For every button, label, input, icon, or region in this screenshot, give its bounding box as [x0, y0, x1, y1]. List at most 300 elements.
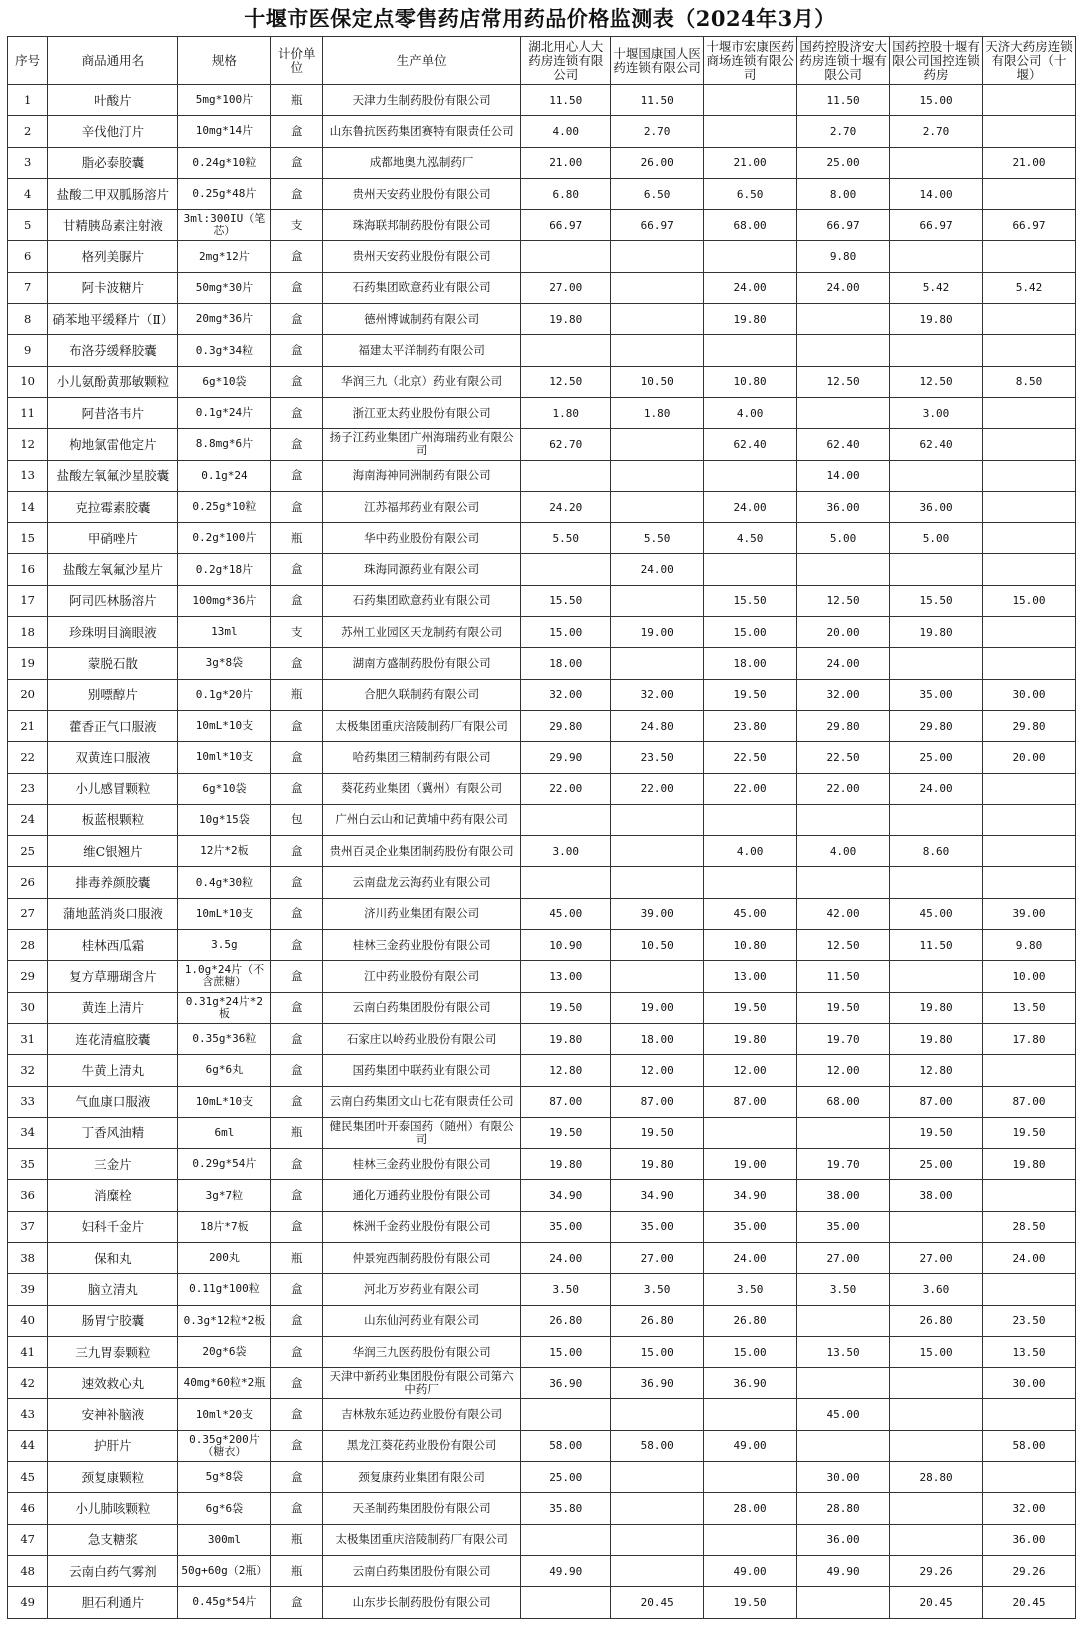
cell-price-store-6: 29.80	[983, 710, 1076, 741]
cell-drug-name: 维C银翘片	[48, 836, 178, 867]
cell-price-store-5: 19.80	[890, 992, 983, 1023]
cell-price-store-2: 10.50	[611, 366, 704, 397]
cell-manufacturer: 海南海神同洲制药有限公司	[323, 460, 521, 491]
table-row	[8, 836, 1076, 867]
cell-price-store-5: 36.00	[890, 491, 983, 522]
cell-spec: 0.35g*200片（糖衣）	[178, 1430, 271, 1461]
table-row	[8, 1587, 1076, 1618]
cell-price-store-1: 49.90	[521, 1555, 611, 1586]
cell-spec: 0.31g*24片*2板	[178, 992, 271, 1023]
cell-price-store-5: 25.00	[890, 1149, 983, 1180]
cell-price-store-3	[704, 1117, 797, 1148]
cell-price-store-4: 12.50	[797, 366, 890, 397]
cell-price-store-5	[890, 1430, 983, 1461]
cell-price-store-1: 35.80	[521, 1493, 611, 1524]
cell-price-store-6: 39.00	[983, 898, 1076, 929]
cell-price-store-6	[983, 429, 1076, 460]
cell-spec: 8.8mg*6片	[178, 429, 271, 460]
cell-unit: 盒	[271, 961, 323, 992]
cell-price-store-6: 10.00	[983, 961, 1076, 992]
cell-price-store-2: 2.70	[611, 116, 704, 147]
cell-index: 43	[8, 1399, 48, 1430]
cell-price-store-6	[983, 648, 1076, 679]
cell-price-store-1: 34.90	[521, 1180, 611, 1211]
cell-price-store-6	[983, 304, 1076, 335]
table-row	[8, 992, 1076, 1023]
table-row	[8, 1086, 1076, 1117]
cell-unit: 盒	[271, 1305, 323, 1336]
cell-price-store-1: 32.00	[521, 679, 611, 710]
cell-unit: 盒	[271, 1399, 323, 1430]
cell-manufacturer: 贵州天安药业股份有限公司	[323, 241, 521, 272]
cell-manufacturer: 江苏福邦药业有限公司	[323, 491, 521, 522]
cell-manufacturer: 珠海联邦制药股份有限公司	[323, 210, 521, 241]
cell-price-store-2: 34.90	[611, 1180, 704, 1211]
table-row	[8, 1305, 1076, 1336]
cell-drug-name: 硝苯地平缓释片（Ⅱ）	[48, 304, 178, 335]
cell-index: 37	[8, 1211, 48, 1242]
cell-price-store-6: 32.00	[983, 1493, 1076, 1524]
cell-drug-name: 脂必泰胶囊	[48, 147, 178, 178]
cell-drug-name: 珍珠明目滴眼液	[48, 617, 178, 648]
cell-index: 23	[8, 773, 48, 804]
cell-spec: 18片*7板	[178, 1211, 271, 1242]
cell-manufacturer: 云南白药集团股份有限公司	[323, 992, 521, 1023]
header-store-6: 天济大药房连锁有限公司（十堰）	[983, 37, 1076, 85]
cell-unit: 支	[271, 210, 323, 241]
header-unit: 计价单位	[271, 37, 323, 85]
header-store-4: 国药控股济安大药房连锁十堰有限公司	[797, 37, 890, 85]
cell-price-store-2: 18.00	[611, 1023, 704, 1054]
cell-price-store-1: 22.00	[521, 773, 611, 804]
cell-price-store-3: 19.80	[704, 304, 797, 335]
cell-price-store-4: 68.00	[797, 1086, 890, 1117]
cell-spec: 3g*7粒	[178, 1180, 271, 1211]
cell-drug-name: 云南白药气雾剂	[48, 1555, 178, 1586]
cell-price-store-4: 11.50	[797, 961, 890, 992]
cell-spec: 300ml	[178, 1524, 271, 1555]
cell-drug-name: 护肝片	[48, 1430, 178, 1461]
cell-drug-name: 克拉霉素胶囊	[48, 491, 178, 522]
cell-drug-name: 叶酸片	[48, 85, 178, 116]
cell-price-store-3: 22.50	[704, 742, 797, 773]
cell-unit: 盒	[271, 460, 323, 491]
cell-price-store-2: 66.97	[611, 210, 704, 241]
cell-price-store-3: 4.00	[704, 397, 797, 428]
cell-price-store-3: 49.00	[704, 1430, 797, 1461]
cell-unit: 盒	[271, 272, 323, 303]
table-row	[8, 1336, 1076, 1367]
cell-price-store-2	[611, 1462, 704, 1493]
cell-price-store-3: 45.00	[704, 898, 797, 929]
cell-manufacturer: 华中药业股份有限公司	[323, 523, 521, 554]
cell-price-store-4: 3.50	[797, 1274, 890, 1305]
cell-unit: 包	[271, 804, 323, 835]
cell-price-store-5: 15.50	[890, 585, 983, 616]
cell-price-store-5: 29.80	[890, 710, 983, 741]
cell-price-store-1: 3.00	[521, 836, 611, 867]
cell-price-store-2	[611, 804, 704, 835]
cell-manufacturer: 通化万通药业股份有限公司	[323, 1180, 521, 1211]
cell-drug-name: 阿昔洛韦片	[48, 397, 178, 428]
cell-price-store-6: 23.50	[983, 1305, 1076, 1336]
cell-price-store-5: 62.40	[890, 429, 983, 460]
cell-spec: 0.4g*30粒	[178, 867, 271, 898]
cell-price-store-4: 9.80	[797, 241, 890, 272]
cell-price-store-6: 30.00	[983, 679, 1076, 710]
cell-price-store-3: 19.50	[704, 679, 797, 710]
cell-index: 1	[8, 85, 48, 116]
cell-price-store-3	[704, 460, 797, 491]
table-header-row	[8, 37, 1076, 85]
table-row	[8, 1368, 1076, 1399]
table-row	[8, 1399, 1076, 1430]
cell-drug-name: 藿香正气口服液	[48, 710, 178, 741]
cell-price-store-6	[983, 804, 1076, 835]
cell-drug-name: 甘精胰岛素注射液	[48, 210, 178, 241]
cell-drug-name: 双黄连口服液	[48, 742, 178, 773]
cell-unit: 盒	[271, 1149, 323, 1180]
table-row	[8, 554, 1076, 585]
cell-index: 13	[8, 460, 48, 491]
cell-index: 39	[8, 1274, 48, 1305]
cell-unit: 盒	[271, 1336, 323, 1367]
cell-price-store-1: 21.00	[521, 147, 611, 178]
cell-drug-name: 蒙脱石散	[48, 648, 178, 679]
cell-manufacturer: 华润三九医药股份有限公司	[323, 1336, 521, 1367]
cell-price-store-4: 4.00	[797, 836, 890, 867]
cell-price-store-6: 36.00	[983, 1524, 1076, 1555]
cell-price-store-6: 19.50	[983, 1117, 1076, 1148]
cell-price-store-3: 35.00	[704, 1211, 797, 1242]
cell-price-store-4: 62.40	[797, 429, 890, 460]
cell-spec: 0.25g*10粒	[178, 491, 271, 522]
cell-price-store-5	[890, 1493, 983, 1524]
cell-price-store-5	[890, 867, 983, 898]
cell-price-store-1: 1.80	[521, 397, 611, 428]
cell-index: 41	[8, 1336, 48, 1367]
cell-price-store-1	[521, 460, 611, 491]
cell-price-store-5: 25.00	[890, 742, 983, 773]
cell-index: 34	[8, 1117, 48, 1148]
cell-price-store-5	[890, 1211, 983, 1242]
cell-price-store-2: 12.00	[611, 1055, 704, 1086]
cell-price-store-6: 58.00	[983, 1430, 1076, 1461]
cell-drug-name: 急支糖浆	[48, 1524, 178, 1555]
cell-unit: 盒	[271, 930, 323, 961]
cell-index: 32	[8, 1055, 48, 1086]
cell-price-store-2	[611, 304, 704, 335]
cell-price-store-1: 13.00	[521, 961, 611, 992]
cell-price-store-6: 87.00	[983, 1086, 1076, 1117]
cell-price-store-4: 14.00	[797, 460, 890, 491]
cell-price-store-2	[611, 1493, 704, 1524]
cell-index: 24	[8, 804, 48, 835]
cell-price-store-3: 15.50	[704, 585, 797, 616]
cell-drug-name: 蒲地蓝消炎口服液	[48, 898, 178, 929]
table-row	[8, 397, 1076, 428]
cell-price-store-5: 14.00	[890, 178, 983, 209]
cell-price-store-5: 38.00	[890, 1180, 983, 1211]
cell-manufacturer: 山东仙河药业有限公司	[323, 1305, 521, 1336]
cell-index: 2	[8, 116, 48, 147]
cell-price-store-5	[890, 961, 983, 992]
table-row	[8, 147, 1076, 178]
cell-price-store-6: 28.50	[983, 1211, 1076, 1242]
cell-price-store-6: 21.00	[983, 147, 1076, 178]
cell-drug-name: 小儿感冒颗粒	[48, 773, 178, 804]
cell-price-store-3: 62.40	[704, 429, 797, 460]
cell-index: 28	[8, 930, 48, 961]
cell-spec: 10mL*10支	[178, 710, 271, 741]
cell-manufacturer: 珠海同源药业有限公司	[323, 554, 521, 585]
cell-manufacturer: 河北万岁药业有限公司	[323, 1274, 521, 1305]
cell-drug-name: 格列美脲片	[48, 241, 178, 272]
cell-spec: 200丸	[178, 1242, 271, 1273]
cell-manufacturer: 太极集团重庆涪陵制药厂有限公司	[323, 710, 521, 741]
cell-price-store-1: 19.80	[521, 304, 611, 335]
cell-price-store-2	[611, 867, 704, 898]
table-row	[8, 210, 1076, 241]
cell-index: 9	[8, 335, 48, 366]
cell-price-store-5: 12.50	[890, 366, 983, 397]
cell-price-store-5: 15.00	[890, 85, 983, 116]
cell-price-store-2: 35.00	[611, 1211, 704, 1242]
cell-spec: 5mg*100片	[178, 85, 271, 116]
cell-spec: 6g*6袋	[178, 1493, 271, 1524]
cell-unit: 盒	[271, 554, 323, 585]
cell-price-store-1: 3.50	[521, 1274, 611, 1305]
cell-spec: 0.29g*54片	[178, 1149, 271, 1180]
cell-price-store-2: 36.90	[611, 1368, 704, 1399]
cell-price-store-5	[890, 460, 983, 491]
cell-price-store-1: 36.90	[521, 1368, 611, 1399]
table-row	[8, 429, 1076, 460]
cell-price-store-6	[983, 397, 1076, 428]
cell-price-store-6	[983, 1274, 1076, 1305]
cell-manufacturer: 云南盘龙云海药业有限公司	[323, 867, 521, 898]
table-row	[8, 1180, 1076, 1211]
cell-index: 40	[8, 1305, 48, 1336]
cell-spec: 13ml	[178, 617, 271, 648]
cell-price-store-4	[797, 1587, 890, 1618]
cell-price-store-5	[890, 1368, 983, 1399]
cell-price-store-5: 19.80	[890, 617, 983, 648]
cell-price-store-5: 19.80	[890, 304, 983, 335]
cell-price-store-2	[611, 585, 704, 616]
cell-manufacturer: 贵州百灵企业集团制药股份有限公司	[323, 836, 521, 867]
cell-spec: 6g*10袋	[178, 773, 271, 804]
cell-price-store-2	[611, 1555, 704, 1586]
cell-spec: 3.5g	[178, 930, 271, 961]
cell-unit: 盒	[271, 335, 323, 366]
table-row	[8, 1117, 1076, 1148]
cell-price-store-1: 19.50	[521, 992, 611, 1023]
cell-drug-name: 阿卡波糖片	[48, 272, 178, 303]
cell-price-store-3: 28.00	[704, 1493, 797, 1524]
cell-index: 33	[8, 1086, 48, 1117]
cell-price-store-6	[983, 773, 1076, 804]
table-row	[8, 1462, 1076, 1493]
cell-manufacturer: 桂林三金药业股份有限公司	[323, 930, 521, 961]
cell-price-store-5	[890, 1524, 983, 1555]
table-row	[8, 1524, 1076, 1555]
cell-price-store-2: 10.50	[611, 930, 704, 961]
cell-unit: 瓶	[271, 679, 323, 710]
header-index: 序号	[8, 37, 48, 85]
table-row	[8, 491, 1076, 522]
cell-price-store-2	[611, 1524, 704, 1555]
table-row	[8, 585, 1076, 616]
cell-spec: 6ml	[178, 1117, 271, 1148]
cell-price-store-6	[983, 178, 1076, 209]
cell-index: 30	[8, 992, 48, 1023]
cell-price-store-6	[983, 491, 1076, 522]
cell-price-store-5	[890, 1399, 983, 1430]
table-row	[8, 1274, 1076, 1305]
cell-unit: 盒	[271, 648, 323, 679]
cell-price-store-2: 19.00	[611, 992, 704, 1023]
cell-drug-name: 黄连上清片	[48, 992, 178, 1023]
cell-price-store-1	[521, 241, 611, 272]
cell-price-store-1: 26.80	[521, 1305, 611, 1336]
cell-price-store-4	[797, 867, 890, 898]
cell-price-store-6	[983, 85, 1076, 116]
cell-price-store-2	[611, 491, 704, 522]
cell-price-store-2: 32.00	[611, 679, 704, 710]
cell-spec: 0.45g*54片	[178, 1587, 271, 1618]
cell-spec: 12片*2板	[178, 836, 271, 867]
cell-unit: 盒	[271, 1023, 323, 1054]
cell-unit: 盒	[271, 241, 323, 272]
cell-price-store-6: 20.00	[983, 742, 1076, 773]
cell-price-store-5	[890, 241, 983, 272]
cell-price-store-3	[704, 867, 797, 898]
cell-price-store-1: 19.80	[521, 1149, 611, 1180]
cell-price-store-4: 8.00	[797, 178, 890, 209]
cell-price-store-3	[704, 1524, 797, 1555]
cell-drug-name: 排毒养颜胶囊	[48, 867, 178, 898]
cell-price-store-3: 24.00	[704, 272, 797, 303]
cell-price-store-5: 45.00	[890, 898, 983, 929]
cell-price-store-5: 28.80	[890, 1462, 983, 1493]
cell-unit: 盒	[271, 1368, 323, 1399]
cell-manufacturer: 云南白药集团文山七花有限责任公司	[323, 1086, 521, 1117]
cell-price-store-3: 23.80	[704, 710, 797, 741]
cell-drug-name: 盐酸左氧氟沙星片	[48, 554, 178, 585]
cell-manufacturer: 华润三九（北京）药业有限公司	[323, 366, 521, 397]
cell-drug-name: 三金片	[48, 1149, 178, 1180]
cell-index: 18	[8, 617, 48, 648]
cell-manufacturer: 石家庄以岭药业股份有限公司	[323, 1023, 521, 1054]
cell-manufacturer: 吉林敖东延边药业股份有限公司	[323, 1399, 521, 1430]
cell-price-store-6: 19.80	[983, 1149, 1076, 1180]
cell-price-store-3: 21.00	[704, 147, 797, 178]
cell-price-store-3: 10.80	[704, 366, 797, 397]
cell-drug-name: 脑立清丸	[48, 1274, 178, 1305]
table-body	[8, 85, 1076, 1619]
cell-price-store-4: 2.70	[797, 116, 890, 147]
cell-index: 26	[8, 867, 48, 898]
cell-drug-name: 消糜栓	[48, 1180, 178, 1211]
cell-price-store-2: 19.50	[611, 1117, 704, 1148]
table-row	[8, 1555, 1076, 1586]
cell-drug-name: 速效救心丸	[48, 1368, 178, 1399]
cell-index: 4	[8, 178, 48, 209]
cell-price-store-2: 19.80	[611, 1149, 704, 1180]
cell-price-store-6: 8.50	[983, 366, 1076, 397]
cell-manufacturer: 国药集团中联药业有限公司	[323, 1055, 521, 1086]
cell-price-store-5: 20.45	[890, 1587, 983, 1618]
cell-price-store-4	[797, 1305, 890, 1336]
cell-price-store-3	[704, 335, 797, 366]
cell-drug-name: 气血康口服液	[48, 1086, 178, 1117]
cell-unit: 瓶	[271, 1524, 323, 1555]
cell-price-store-2: 26.00	[611, 147, 704, 178]
cell-manufacturer: 德州博诚制药有限公司	[323, 304, 521, 335]
cell-price-store-5: 29.26	[890, 1555, 983, 1586]
cell-price-store-6	[983, 617, 1076, 648]
cell-spec: 0.2g*100片	[178, 523, 271, 554]
cell-price-store-4: 22.00	[797, 773, 890, 804]
cell-drug-name: 丁香风油精	[48, 1117, 178, 1148]
cell-price-store-1	[521, 554, 611, 585]
cell-manufacturer: 合肥久联制药有限公司	[323, 679, 521, 710]
cell-index: 10	[8, 366, 48, 397]
cell-spec: 1.0g*24片（不含蔗糖）	[178, 961, 271, 992]
cell-price-store-5: 26.80	[890, 1305, 983, 1336]
cell-drug-name: 颈复康颗粒	[48, 1462, 178, 1493]
cell-manufacturer: 云南白药集团股份有限公司	[323, 1555, 521, 1586]
cell-price-store-5	[890, 648, 983, 679]
cell-price-store-6	[983, 116, 1076, 147]
cell-spec: 100mg*36片	[178, 585, 271, 616]
cell-drug-name: 复方草珊瑚含片	[48, 961, 178, 992]
cell-price-store-3	[704, 85, 797, 116]
cell-manufacturer: 仲景宛西制药股份有限公司	[323, 1242, 521, 1273]
cell-price-store-4: 5.00	[797, 523, 890, 554]
cell-unit: 盒	[271, 1462, 323, 1493]
cell-unit: 盒	[271, 1430, 323, 1461]
cell-price-store-5: 66.97	[890, 210, 983, 241]
cell-price-store-6: 29.26	[983, 1555, 1076, 1586]
cell-price-store-5: 5.42	[890, 272, 983, 303]
cell-price-store-6	[983, 1462, 1076, 1493]
cell-index: 12	[8, 429, 48, 460]
cell-drug-name: 盐酸二甲双胍肠溶片	[48, 178, 178, 209]
cell-price-store-3: 10.80	[704, 930, 797, 961]
cell-price-store-2: 24.80	[611, 710, 704, 741]
table-row	[8, 679, 1076, 710]
cell-price-store-5: 11.50	[890, 930, 983, 961]
cell-price-store-2: 87.00	[611, 1086, 704, 1117]
cell-index: 3	[8, 147, 48, 178]
cell-unit: 瓶	[271, 523, 323, 554]
cell-spec: 10mL*10支	[178, 1086, 271, 1117]
cell-drug-name: 连花清瘟胶囊	[48, 1023, 178, 1054]
cell-price-store-4	[797, 804, 890, 835]
cell-spec: 10g*15袋	[178, 804, 271, 835]
cell-index: 15	[8, 523, 48, 554]
cell-price-store-3: 36.90	[704, 1368, 797, 1399]
cell-price-store-4: 24.00	[797, 272, 890, 303]
cell-price-store-4: 49.90	[797, 1555, 890, 1586]
table-row	[8, 241, 1076, 272]
cell-price-store-2	[611, 241, 704, 272]
cell-spec: 50mg*30片	[178, 272, 271, 303]
cell-index: 38	[8, 1242, 48, 1273]
cell-price-store-4: 35.00	[797, 1211, 890, 1242]
